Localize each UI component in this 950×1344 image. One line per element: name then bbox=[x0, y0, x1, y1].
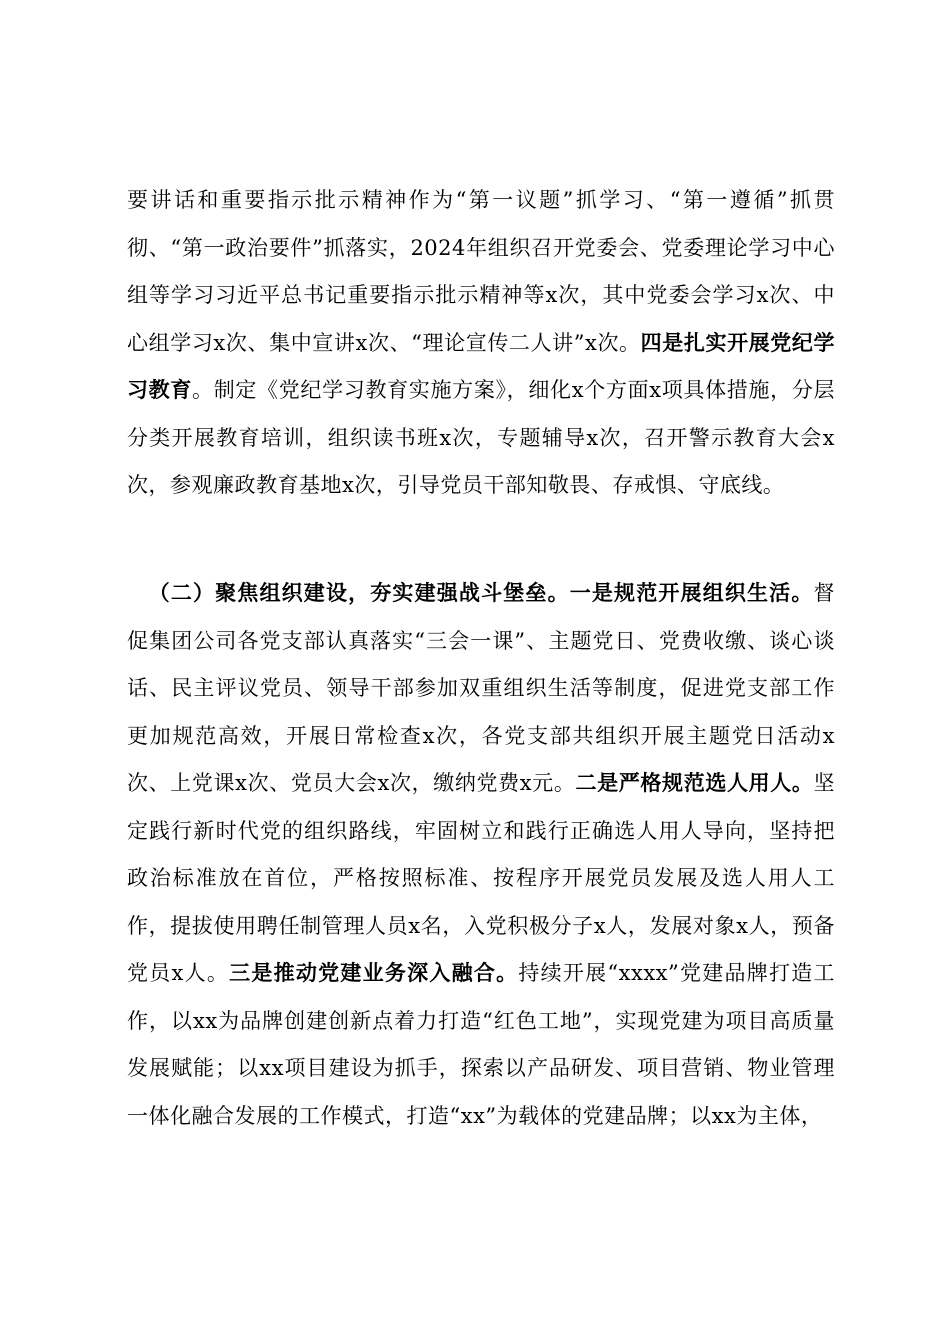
paragraph-1-text: 要讲话和重要指示批示精神作为“第一议题”抓学习、“第一遵循”抓贯彻、“第一政治要件”抓落实，2024年组织召开党委会、党委理论学习中心组等学习习近平总书记重要指示批示精神等x次，其中党委会学习x次、中心组学习x次、集中宣讲x次、“理论宣传二人讲”x次。 bbox=[127, 188, 835, 355]
paragraph-2-text-2: 坚定践行新时代党的组织路线，牢固树立和践行正确选人用人导向，坚持把政治标准放在首位，严格按照标准、按程序开展党员发展及选人用人工作，提拔使用聘任制管理人员x名，入党积极分子x人，发展对象x人，预备党员x人。 bbox=[127, 771, 836, 985]
section-heading-two: （二）聚焦组织建设，夯实建强战斗堡垒。一是规范开展组织生活。 bbox=[148, 581, 814, 605]
paragraph-organization-building bbox=[127, 570, 835, 1140]
paragraph-continuation bbox=[127, 177, 835, 510]
paragraph-1-text-2: 。制定《党纪学习教育实施方案》，细化x个方面x项具体措施，分层分类开展教育培训，组织读书班x次，专题辅导x次，召开警示教育大会x次，参观廉政教育基地x次，引导党员干部知敬畏、存戒惧、守底线。 bbox=[127, 378, 835, 497]
heading-two-selection: 二是严格规范选人用人。 bbox=[575, 771, 814, 795]
heading-four-study-education: 四是扎实开展党纪学习教育 bbox=[127, 330, 836, 402]
paragraph-2-text-1: 督促集团公司各党支部认真落实“三会一课”、主题党日、党费收缴、谈心谈话、民主评议党员、领导干部参加双重组织生活等制度，促进党支部工作更加规范高效，开展日常检查x次，各党支部共组织开展主题党日活动x次、上党课x次、党员大会x次，缴纳党费x元。 bbox=[127, 581, 835, 795]
paragraph-2-text-3: 持续开展“xxxx”党建品牌打造工作，以xx为品牌创建创新点着力打造“红色工地”，实现党建为项目高质量发展赋能；以xx项目建设为抓手，探索以产品研发、项目营销、物业管理一体化融合发展的工作模式，打造“xx”为载体的党建品牌；以xx为主体， bbox=[127, 961, 836, 1128]
heading-three-integration: 三是推动党建业务深入融合。 bbox=[229, 961, 519, 985]
